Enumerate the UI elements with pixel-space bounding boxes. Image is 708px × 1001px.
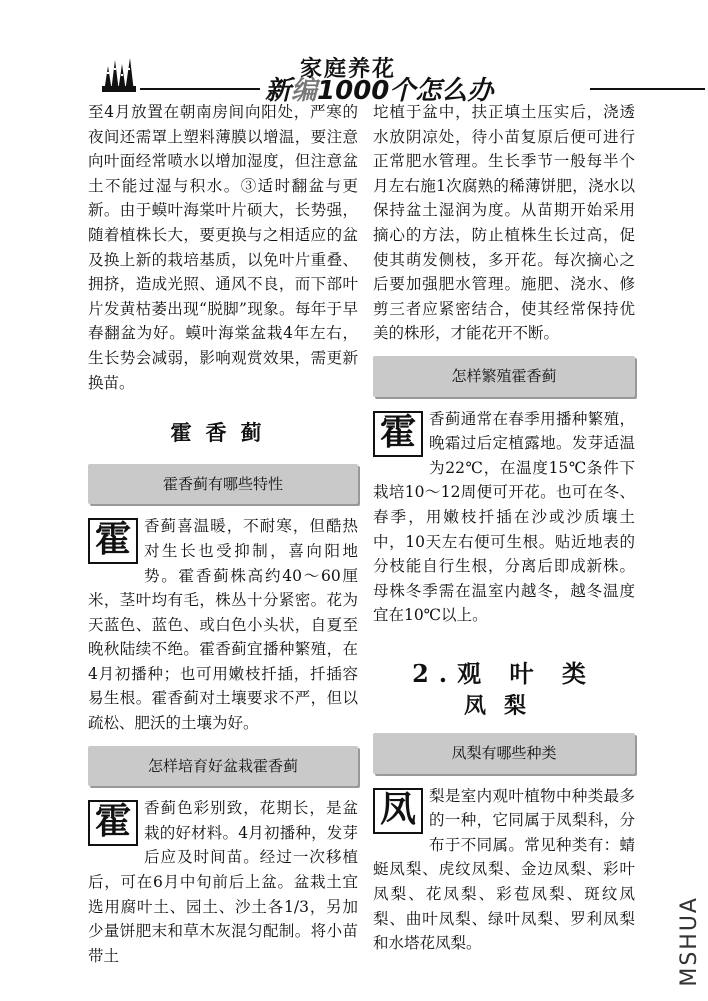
paragraph: 坨植于盆中，扶正填土压实后，浇透水放阴凉处，待小苗复原后便可进行正常肥水管理。生长季节一般每半个月左右施1次腐熟的稀薄饼肥，浇水以保持盆土湿润为度。从苗期开始采用摘心的方法，防止植株生长过高，促使其萌发侧枝，多开花。每次摘心之后要加强肥水管理。施肥、浇水、修剪三者应紧密结合，使其经常保持优美的株形，才能花开不断。 — [373, 103, 635, 343]
drop-cap: 霍 — [88, 518, 138, 564]
header-prefix-2: 编 — [291, 76, 318, 106]
right-column — [373, 100, 635, 956]
paragraph: 至4月放置在朝南房间向阳处，严寒的夜间还需罩上塑料薄膜以增温，要注意向叶面经常喷水以增加湿度，但注意盆土不能过湿与积水。③适时翻盆与更新。由于蟆叶海棠叶片硕大，长势强，随着植株长大，要更换与之相适应的盆及换上新的栽培基质，以免叶片重叠、拥挤，造成光照、通风不良，而下部叶片发黄枯萎出现“脱脚”现象。每年于早春翻盆为好。蟆叶海棠盆栽4年左右，生长势会减弱，影响观赏效果，需更新换苗。 — [88, 103, 358, 392]
left-column — [88, 100, 358, 968]
paragraph-text: 香蓟色彩别致，花期长，是盆栽的好材料。4月初播种，发芽后应及时间苗。经过一次移植后，可在6月中旬前后上盆。盆栽土宜选用腐叶土、园土、沙土各1/3，另加少量饼肥末和草木灰混匀配制。将小苗带土 — [88, 799, 358, 965]
header-top-title: 家庭养花 — [300, 57, 397, 82]
paragraph — [88, 796, 358, 968]
subheading-bar: 怎样繁殖霍香蓟 — [373, 356, 635, 397]
header-prefix: 新 — [265, 76, 292, 106]
paragraph-text: 梨是室内观叶植物中种类最多的一种，它同属于凤梨科，分布于不同属。常见种类有：蜻蜓凤梨、虎纹凤梨、金边凤梨、彩叶凤梨、花凤梨、彩苞凤梨、斑纹凤梨、曲叶凤梨、绿叶凤梨、罗利凤梨和水塔花凤梨。 — [373, 786, 635, 953]
subheading-bar: 怎样培育好盆栽霍香蓟 — [88, 746, 358, 787]
paragraph — [373, 407, 635, 628]
section-title: 凤梨 — [463, 693, 544, 720]
paragraph — [373, 784, 635, 956]
watermark: MSHUA — [677, 896, 702, 987]
subheading-bar: 凤梨有哪些种类 — [373, 733, 635, 774]
category-title: 2.观 叶 类 — [412, 658, 596, 688]
header-rule-right — [590, 88, 705, 90]
section-title: 霍香蓟 — [170, 420, 276, 446]
paragraph — [88, 514, 358, 735]
header-number: 1000 — [317, 76, 390, 106]
drop-cap: 霍 — [373, 411, 423, 457]
paragraph-text: 香蓟喜温暖，不耐寒，但酷热对生长也受抑制，喜向阳地势。霍香蓟株高约40～60厘米，茎叶均有毛，株丛十分紧密。花为天蓝色、蓝色、或白色小头状，自夏至晚秋陆续不绝。霍香蓟宜播种繁殖，在4月初播种；也可用嫩枝扦插，扦插容易生根。霍香蓟对土壤要求不严，但以疏松、肥沃的土壤为好。 — [88, 517, 358, 733]
page-header — [0, 0, 708, 106]
plant-logo-icon — [100, 58, 138, 92]
subheading-bar: 霍香蓟有哪些特性 — [88, 464, 358, 505]
paragraph-text: 香蓟通常在春季用播种繁殖，晚霜过后定植露地。发芽适温为22℃，在温度15℃条件下栽培10～12周便可开花。也可在冬、春季，用嫩枝扦插在沙或沙质壤土中，10天左右便可生根。贴近地表的分枝能自行生根，分离后即成新株。母株冬季需在温室内越冬，越冬温度宜在10℃以上。 — [373, 409, 635, 625]
header-rule-left — [140, 88, 260, 90]
drop-cap: 霍 — [88, 800, 138, 846]
drop-cap: 凤 — [373, 788, 423, 834]
header-suffix: 个怎么办 — [389, 76, 494, 106]
